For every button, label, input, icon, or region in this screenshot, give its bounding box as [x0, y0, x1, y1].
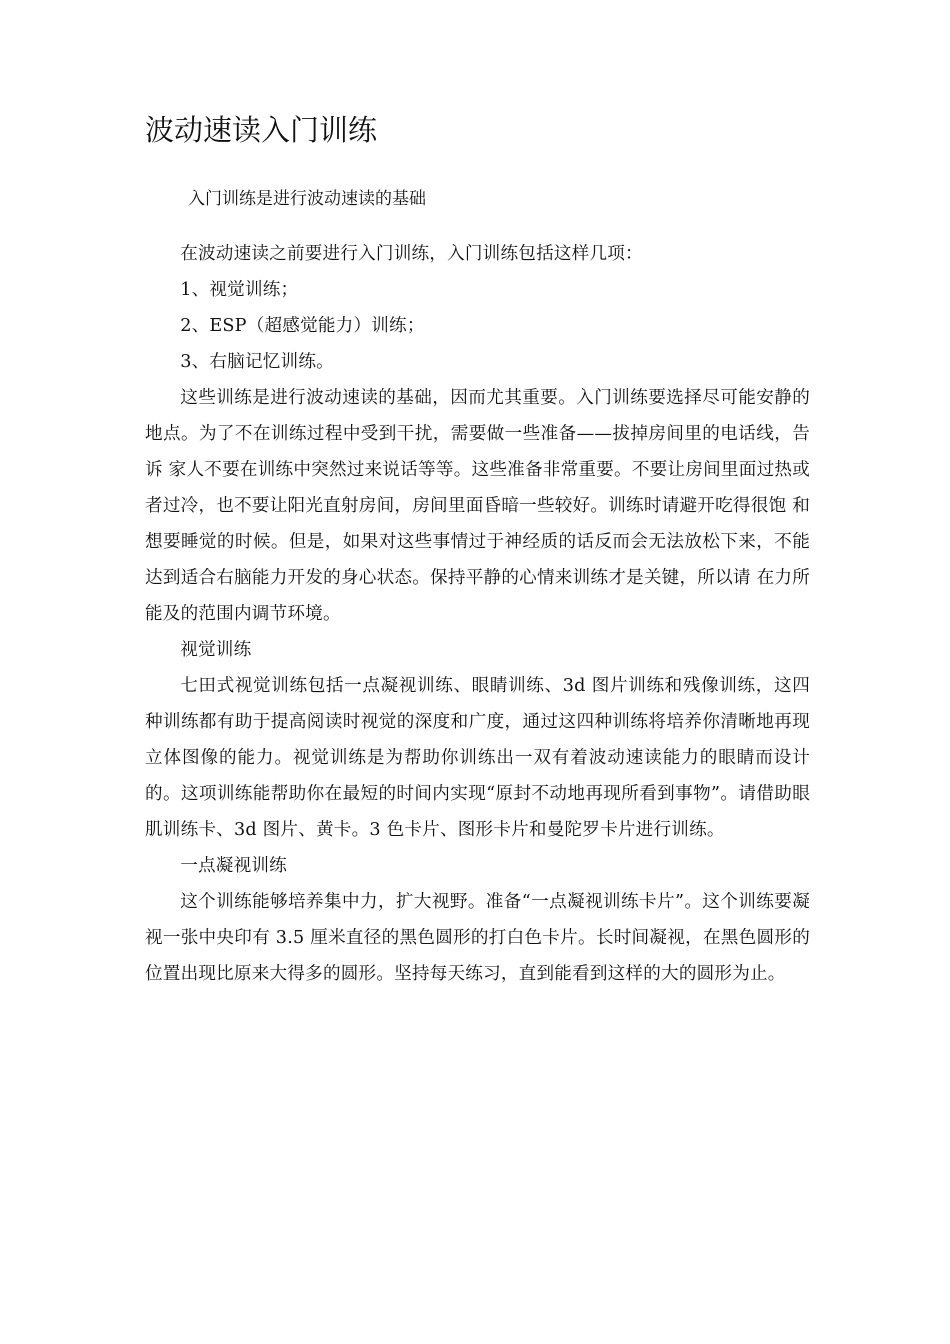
- intro-paragraph: 在波动速读之前要进行入门训练，入门训练包括这样几项：: [180, 244, 643, 264]
- focus-training-paragraph: 这个训练能够培养集中力，扩大视野。准备“一点凝视训练卡片”。这个训练要凝视一张中央印有 3.5 厘米直径的黑色圆形的打白色卡片。长时间凝视，在黑色圆形的位置出现比原来大得多的圆形。坚持每天练习，直到能看到这样的大的圆形为止。: [145, 892, 810, 984]
- section-heading-visual-training: 视觉训练: [180, 640, 252, 660]
- document-subtitle: 入门训练是进行波动速读的基础: [188, 189, 426, 209]
- preparation-paragraph: 这些训练是进行波动速读的基础，因而尤其重要。入门训练要选择尽可能安静的地点。为了不在训练过程中受到干扰，需要做一些准备——拔掉房间里的电话线，告诉 家人不要在训练中突然过来说话等等。这些准备非常重要。不要让房间里面过热或者过冷，也不要让阳光直射房间，房间里面昏暗一些较好。训练时请避开吃得很饱 和想要睡觉的时候。但是，如果对这些事情过于神经质的话反而会无法放松下来，不能达到适合右脑能力开发的身心状态。保持平静的心情来训练才是关键，所以请 在力所能及的范围内调节环境。: [145, 388, 810, 624]
- section-heading-focus-training: 一点凝视训练: [180, 856, 287, 876]
- visual-training-paragraph: 七田式视觉训练包括一点凝视训练、眼睛训练、3d 图片训练和残像训练，这四种训练都有助于提高阅读时视觉的深度和广度，通过这四种训练将培养你清晰地再现立体图像的能力。视觉训练是为帮助你训练出一双有着波动速读能力的眼睛而设计的。这项训练能帮助你在最短的时间内实现“原封不动地再现所看到事物”。请借助眼肌训练卡、3d 图片、黄卡。3 色卡片、图形卡片和曼陀罗卡片进行训练。: [145, 676, 810, 840]
- list-item-visual-training: 1、视觉训练；: [180, 280, 299, 300]
- list-item-memory-training: 3、右脑记忆训练。: [180, 352, 334, 372]
- document-body: [145, 236, 810, 992]
- document-title: 波动速读入门训练: [145, 113, 378, 147]
- list-item-esp-training: 2、ESP（超感觉能力）训练；: [180, 316, 425, 336]
